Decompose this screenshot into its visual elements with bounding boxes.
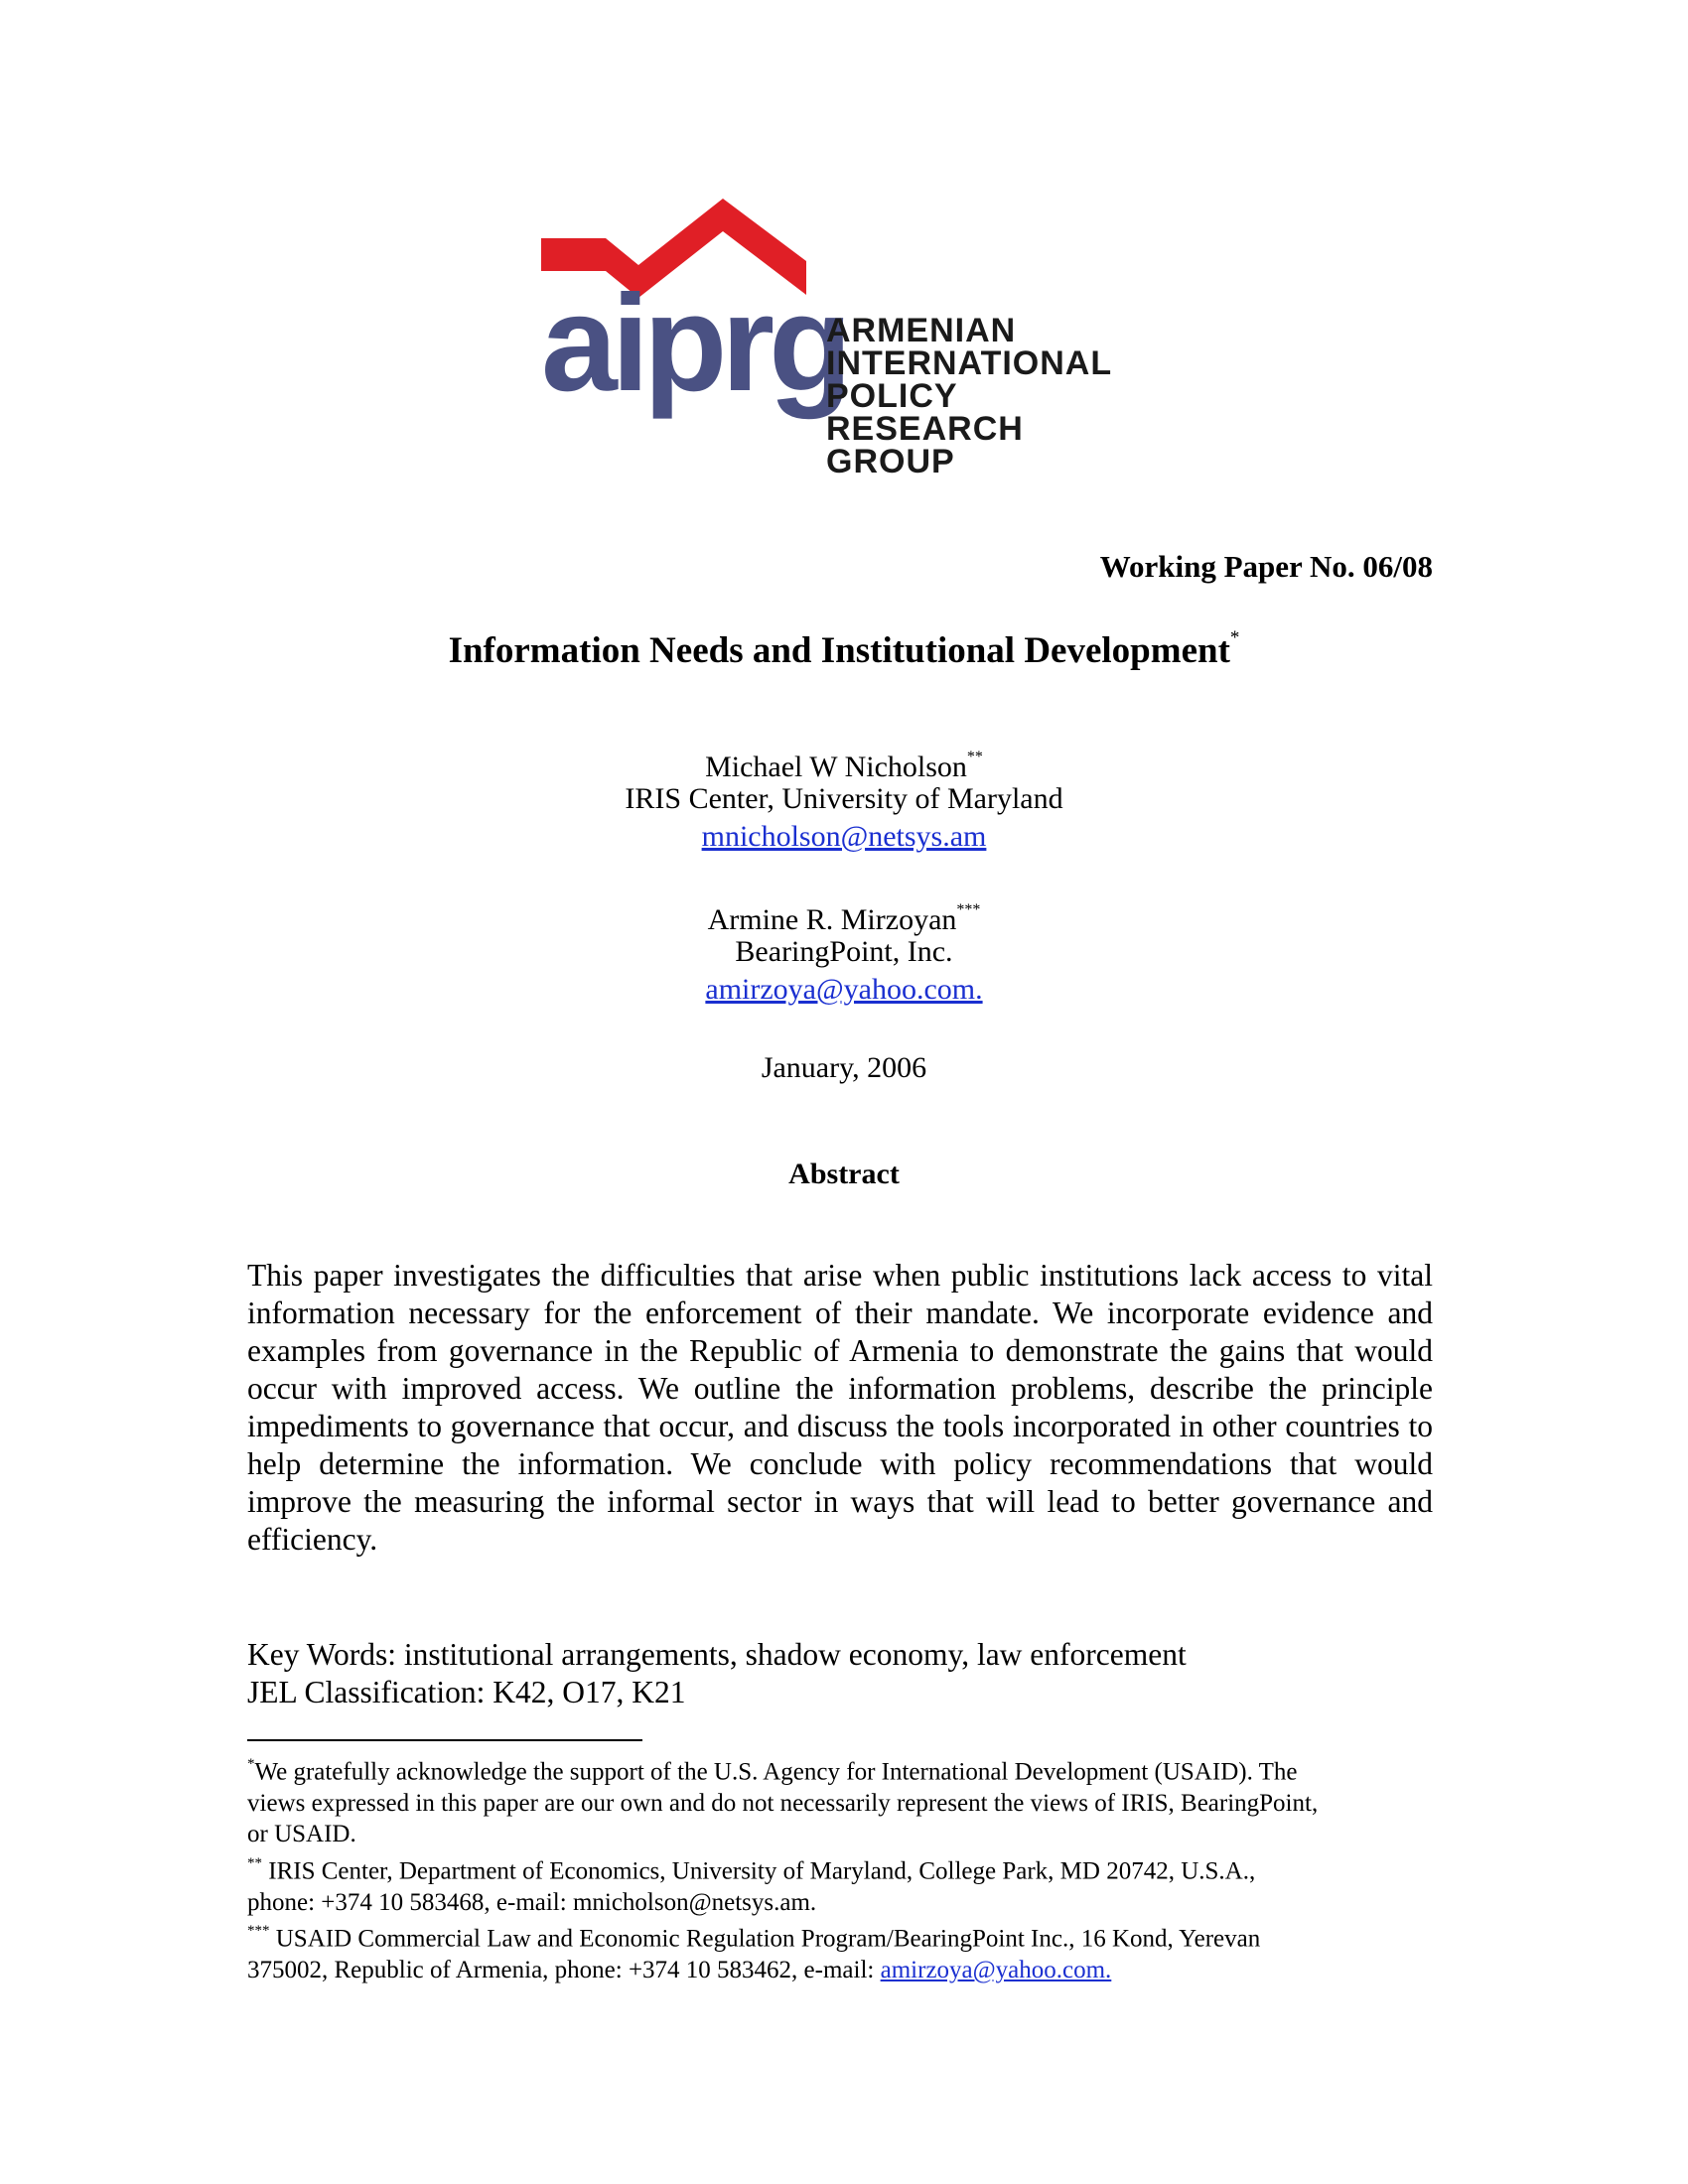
abstract-line: evidence and examples from governance in the Republic of Armenia to demonstrate the — [247, 1296, 1433, 1368]
keywords-block — [247, 1636, 1187, 1711]
footnote-email-link[interactable]: amirzoya@yahoo.com. — [880, 1956, 1112, 1983]
footnote-author-1 — [247, 1850, 1433, 1918]
footnote-line: IRIS Center, Department of Economics, University of Maryland, College Park, MD 20742, U.S.A., — [262, 1857, 1256, 1885]
footnote-line: USAID Commercial Law and Economic Regulation Program/BearingPoint Inc., 16 Kond, Yerevan — [269, 1925, 1261, 1953]
abstract-body — [247, 1257, 1433, 1559]
logo-name-line: INTERNATIONAL — [826, 344, 1113, 382]
abstract-line: This paper investigates the difficulties that arise when public institutions lack access to — [247, 1258, 1367, 1293]
footnote-mark: *** — [247, 1923, 270, 1940]
paper-title — [0, 626, 1688, 672]
abstract-line: gains that would occur with improved access. We outline the information problems, — [247, 1333, 1433, 1406]
keywords: Key Words: institutional arrangements, shadow economy, law enforcement — [247, 1637, 1187, 1672]
publication-date: January, 2006 — [761, 1051, 927, 1084]
aiprg-logo — [536, 194, 1152, 481]
footnotes — [247, 1751, 1433, 1985]
author-email-link[interactable]: mnicholson@netsys.am — [701, 820, 987, 853]
logo-name-line: POLICY — [826, 377, 958, 415]
abstract-line: incorporated in other countries to help determine the information. We conclude with — [247, 1409, 1434, 1481]
abstract-line: that will lead to better governance and efficiency. — [247, 1484, 1434, 1557]
author-affiliation: IRIS Center, University of Maryland — [625, 782, 1063, 815]
jel-classification: JEL Classification: K42, O17, K21 — [247, 1675, 686, 1709]
abstract-line: vital information necessary for the enforcement of their mandate. We incorporate — [247, 1258, 1434, 1330]
author-email-row — [0, 818, 1688, 856]
footnote-line: 375002, Republic of Armenia, phone: +374 10 583462, e-mail: — [247, 1956, 881, 1983]
author-name-text: Michael W Nicholson — [705, 751, 967, 783]
paper-title-text: Information Needs and Institutional Development — [448, 630, 1230, 671]
title-footnote-mark: * — [1229, 626, 1240, 648]
footnote-line: views expressed in this paper are our own and do not necessarily represent the views of IRIS, BearingPoint, — [247, 1789, 1319, 1817]
footnote-line: We gratefully acknowledge the support of the U.S. Agency for International Development (USAID). The — [254, 1758, 1298, 1786]
author-name-text: Armine R. Mirzoyan — [707, 903, 957, 936]
footnote-mark: * — [247, 1756, 255, 1772]
author-email-row — [0, 971, 1688, 1009]
abstract-line: policy recommendations that would improve the measuring the informal sector in ways — [247, 1446, 1434, 1519]
footnote-mark: ** — [247, 1854, 262, 1871]
footnote-line: or USAID. — [247, 1821, 356, 1848]
footnote-author-2 — [247, 1918, 1433, 1985]
working-paper-number: Working Paper No. 06/08 — [1099, 549, 1433, 584]
logo-name-line: ARMENIAN — [826, 312, 1017, 349]
logo-wordmark: aiprg — [541, 267, 847, 420]
logo-name-line: GROUP — [826, 443, 955, 480]
footnote-line: phone: +374 10 583468, e-mail: mnicholson@netsys.am. — [247, 1888, 817, 1916]
logo-name-line: RESEARCH — [826, 410, 1024, 448]
author-footnote-mark: *** — [956, 901, 981, 918]
abstract-line: describe the principle impediments to governance that occur, and discuss the tools — [247, 1371, 1433, 1443]
footnote-divider — [247, 1739, 642, 1741]
footnote-acknowledgement — [247, 1751, 1433, 1850]
logo-organization-name — [826, 312, 1113, 480]
abstract-heading: Abstract — [788, 1158, 900, 1190]
author-affiliation: BearingPoint, Inc. — [735, 935, 953, 968]
author-email-link[interactable]: amirzoya@yahoo.com. — [705, 973, 983, 1006]
author-footnote-mark: ** — [966, 749, 983, 765]
